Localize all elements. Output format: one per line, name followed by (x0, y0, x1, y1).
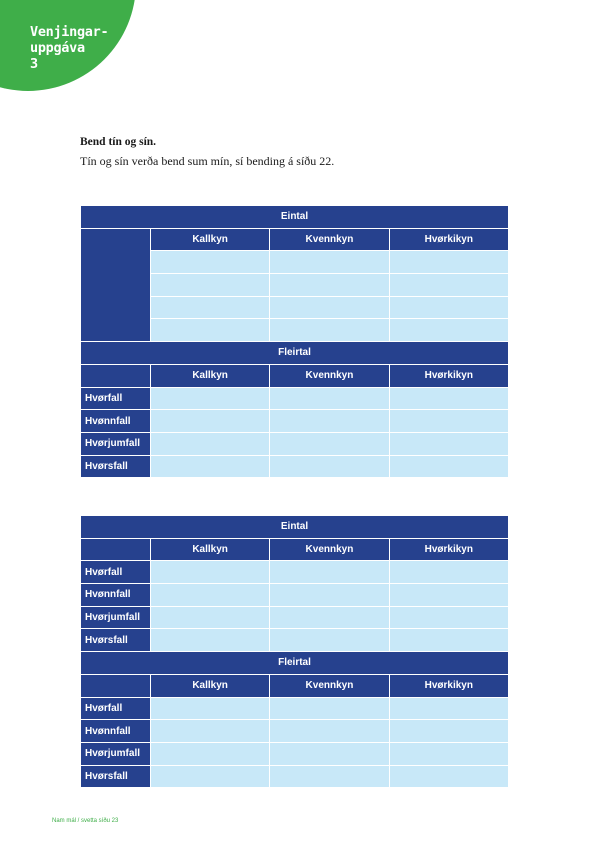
fleirtal-header: Fleirtal (81, 652, 509, 675)
gender-hvorkikyn: Hvørkikyn (389, 538, 508, 561)
case-label-hvonnfall: Hvønnfall (81, 584, 151, 607)
case-label-hvorsfall: Hvørsfall (81, 629, 151, 652)
case-label-hvorjumfall: Hvørjumfall (81, 742, 151, 765)
answer-cell[interactable] (270, 765, 389, 788)
gender-kallkyn: Kallkyn (150, 228, 269, 251)
table-row (81, 697, 509, 720)
gender-header-row (81, 674, 509, 697)
answer-cell[interactable] (150, 697, 269, 720)
answer-cell[interactable] (389, 455, 508, 478)
row-label-blank (81, 364, 151, 387)
table-row (81, 410, 509, 433)
answer-cell[interactable] (270, 720, 389, 743)
gender-kallkyn: Kallkyn (150, 674, 269, 697)
table-row (81, 584, 509, 607)
answer-cell[interactable] (389, 410, 508, 433)
answer-cell[interactable] (150, 584, 269, 607)
gender-kvennkyn: Kvennkyn (270, 674, 389, 697)
footer-text: Nam mál / svetta síðu 23 (52, 818, 119, 824)
answer-cell[interactable] (150, 274, 269, 297)
instruction-title: Bend tín og sín. (80, 136, 157, 148)
row-label-blank (81, 674, 151, 697)
gender-header-row (81, 228, 509, 251)
declension-table-1 (80, 205, 509, 478)
answer-cell[interactable] (389, 319, 508, 342)
answer-cell[interactable] (270, 319, 389, 342)
answer-cell[interactable] (150, 606, 269, 629)
case-label-hvorfall: Hvørfall (81, 561, 151, 584)
table-row (81, 455, 509, 478)
table-row (81, 720, 509, 743)
gender-kallkyn: Kallkyn (150, 538, 269, 561)
answer-cell[interactable] (150, 251, 269, 274)
declension-table-2 (80, 515, 509, 788)
case-label-hvorsfall: Hvørsfall (81, 765, 151, 788)
answer-cell[interactable] (270, 296, 389, 319)
exercise-title (30, 24, 108, 72)
answer-cell[interactable] (389, 432, 508, 455)
answer-cell[interactable] (150, 455, 269, 478)
case-label-hvorsfall: Hvørsfall (81, 455, 151, 478)
answer-cell[interactable] (270, 432, 389, 455)
answer-cell[interactable] (389, 765, 508, 788)
instructions (80, 136, 334, 169)
table-row (81, 606, 509, 629)
gender-hvorkikyn: Hvørkikyn (389, 228, 508, 251)
gender-hvorkikyn: Hvørkikyn (389, 674, 508, 697)
answer-cell[interactable] (150, 561, 269, 584)
gender-kallkyn: Kallkyn (150, 364, 269, 387)
answer-cell[interactable] (389, 251, 508, 274)
case-label-hvorfall: Hvørfall (81, 387, 151, 410)
instruction-text: Tín og sín verða bend sum mín, sí bending á síðu 22. (80, 154, 335, 168)
fleirtal-header: Fleirtal (81, 342, 509, 365)
table-row (81, 629, 509, 652)
answer-cell[interactable] (389, 387, 508, 410)
answer-cell[interactable] (270, 584, 389, 607)
answer-cell[interactable] (389, 697, 508, 720)
answer-cell[interactable] (389, 606, 508, 629)
case-label-hvorjumfall: Hvørjumfall (81, 432, 151, 455)
answer-cell[interactable] (150, 432, 269, 455)
fleirtal-header-row (81, 342, 509, 365)
eintal-header-row (81, 206, 509, 229)
table-row (81, 387, 509, 410)
row-label-blank (81, 538, 151, 561)
answer-cell[interactable] (150, 296, 269, 319)
answer-cell[interactable] (270, 455, 389, 478)
table-row (81, 742, 509, 765)
exercise-number: 3 (30, 56, 38, 72)
case-label-hvorfall: Hvørfall (81, 697, 151, 720)
gender-kvennkyn: Kvennkyn (270, 228, 389, 251)
answer-cell[interactable] (270, 697, 389, 720)
case-label-hvonnfall: Hvønnfall (81, 410, 151, 433)
answer-cell[interactable] (150, 410, 269, 433)
case-label-hvorjumfall: Hvørjumfall (81, 606, 151, 629)
answer-cell[interactable] (270, 410, 389, 433)
gender-hvorkikyn: Hvørkikyn (389, 364, 508, 387)
answer-cell[interactable] (150, 319, 269, 342)
eintal-header: Eintal (81, 206, 509, 229)
table-row (81, 765, 509, 788)
answer-cell[interactable] (270, 274, 389, 297)
answer-cell[interactable] (150, 629, 269, 652)
answer-cell[interactable] (270, 251, 389, 274)
answer-cell[interactable] (389, 742, 508, 765)
eintal-header: Eintal (81, 516, 509, 539)
answer-cell[interactable] (270, 561, 389, 584)
answer-cell[interactable] (389, 720, 508, 743)
exercise-title-line2: uppgáva (30, 40, 85, 56)
gender-header-row (81, 538, 509, 561)
answer-cell[interactable] (389, 584, 508, 607)
answer-cell[interactable] (270, 387, 389, 410)
exercise-title-line1: Venjingar- (30, 24, 109, 40)
answer-cell[interactable] (270, 742, 389, 765)
answer-cell[interactable] (150, 742, 269, 765)
row-label-column (81, 228, 151, 341)
fleirtal-header-row (81, 652, 509, 675)
answer-cell[interactable] (389, 629, 508, 652)
answer-cell[interactable] (150, 720, 269, 743)
answer-cell[interactable] (270, 606, 389, 629)
table-row (81, 561, 509, 584)
answer-cell[interactable] (270, 629, 389, 652)
answer-cell[interactable] (389, 561, 508, 584)
answer-cell[interactable] (150, 387, 269, 410)
answer-cell[interactable] (389, 296, 508, 319)
gender-header-row (81, 364, 509, 387)
answer-cell[interactable] (150, 765, 269, 788)
gender-kvennkyn: Kvennkyn (270, 364, 389, 387)
table-row (81, 432, 509, 455)
answer-cell[interactable] (389, 274, 508, 297)
case-label-hvonnfall: Hvønnfall (81, 720, 151, 743)
eintal-header-row (81, 516, 509, 539)
gender-kvennkyn: Kvennkyn (270, 538, 389, 561)
